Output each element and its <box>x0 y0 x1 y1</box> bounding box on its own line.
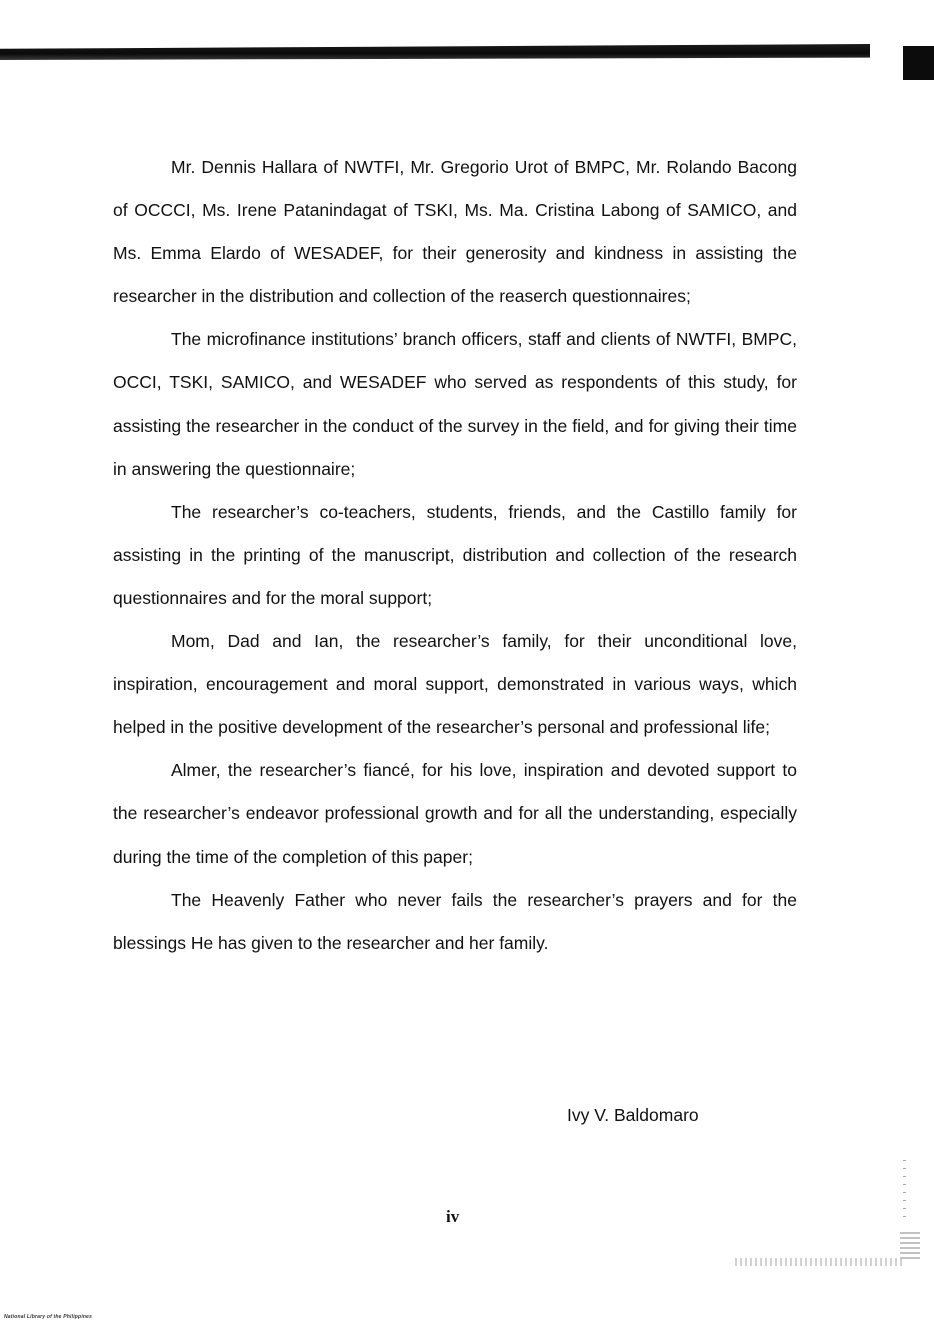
paragraph-3: The researcher’s co-teachers, students, friends, and the Castillo family for assisting in the printing of the manuscript, distribution and collection of the research questionnaires and for the moral support; <box>113 501 797 608</box>
paragraph-4: Mom, Dad and Ian, the researcher’s family, for their unconditional love, inspiration, encouragement and moral support, demonstrated in various ways, which helped in the positive development of the researcher’s personal and professional life; <box>113 631 797 738</box>
scan-footer-text: National Library of the Philippines <box>4 1314 93 1320</box>
acknowledgement-body <box>113 146 797 965</box>
scan-dots <box>903 1160 906 1220</box>
scan-edge-bar <box>0 44 870 60</box>
scan-corner-mark <box>903 46 934 80</box>
page-number: iv <box>446 1207 460 1226</box>
author-signature: Ivy V. Baldomaro <box>567 1105 699 1125</box>
scan-noise-line <box>735 1258 905 1266</box>
paragraph-5: Almer, the researcher’s fiancé, for his love, inspiration and devoted support to the researcher’s endeavor professional growth and for all the understanding, especially during the time of the completion of this paper; <box>113 760 797 867</box>
paragraph-6: The Heavenly Father who never fails the researcher’s prayers and for the blessings He has given to the researcher and her family. <box>113 889 797 953</box>
paragraph-2: The microfinance institutions’ branch officers, staff and clients of NWTFI, BMPC, OCCI, TSKI, SAMICO, and WESADEF who served as respondents of this study, for assisting the researcher in the conduct of the survey in the field, and for giving their time in answering the questionnaire; <box>113 329 797 479</box>
paragraph-1: Mr. Dennis Hallara of NWTFI, Mr. Gregorio Urot of BMPC, Mr. Rolando Bacong of OCCCI, Ms. Irene Patanindagat of TSKI, Ms. Ma. Cristina Labong of SAMICO, and Ms. Emma Elardo of WESADEF, for their generosity and kindness in assisting the researcher in the distribution and collection of the reaserch questionnaires; <box>113 157 797 307</box>
